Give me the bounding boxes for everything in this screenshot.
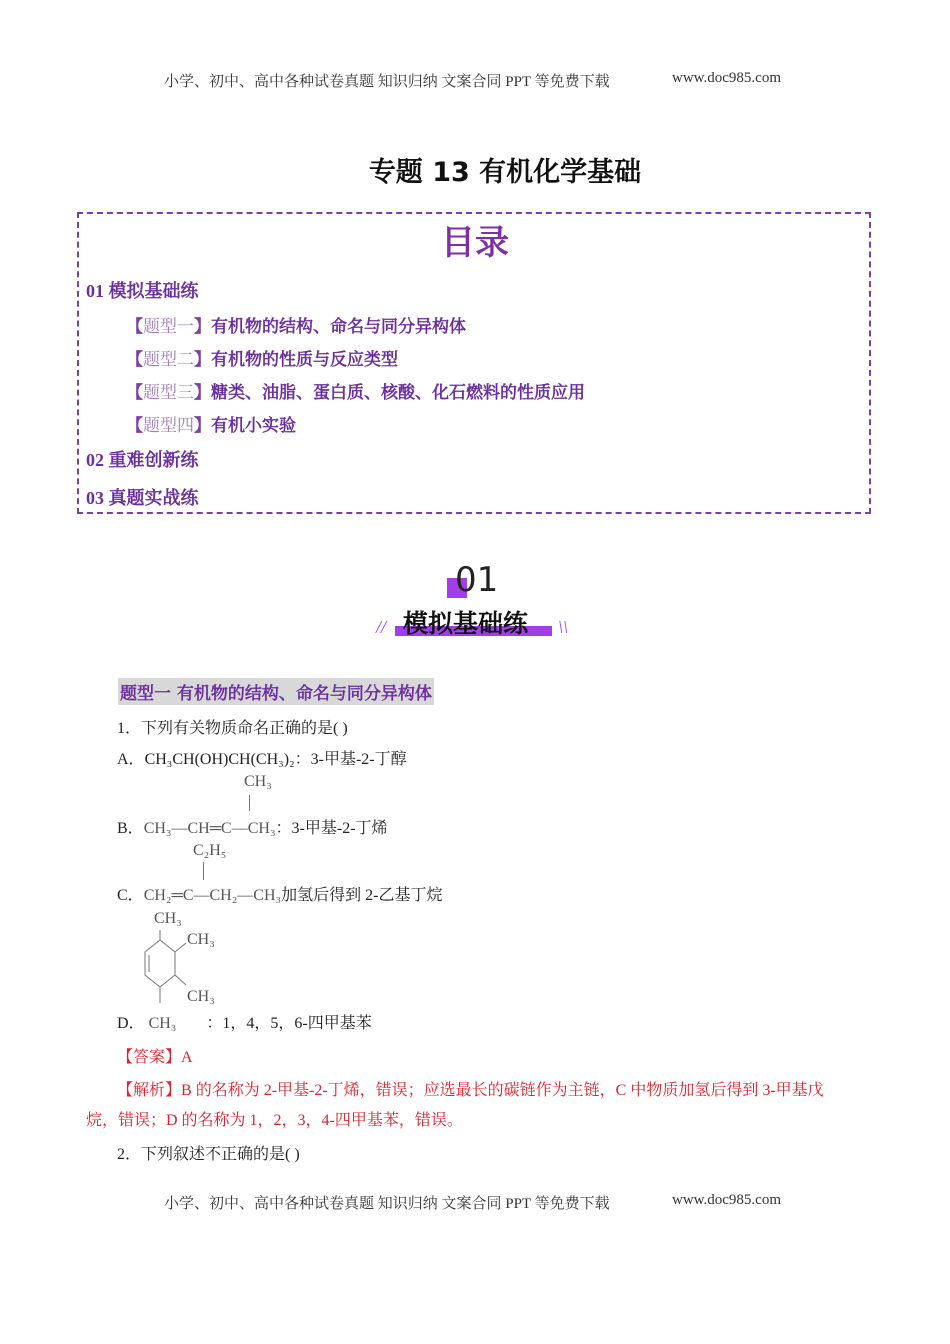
option-d: D． CH₃ ：1，4，5，6-四甲基苯 <box>117 1015 372 1032</box>
footer-url[interactable]: www.doc985.com <box>672 1192 782 1208</box>
methyl-3: CH₃ <box>187 988 215 1005</box>
option-b: B．CH₃—CH═C—CH₃：3-甲基-2-丁烯 <box>117 820 388 837</box>
analysis-line-2: 烷，错误；D 的名称为 1，2，3，4-四甲基苯，错误。 <box>86 1112 463 1129</box>
toc-sub-3[interactable]: 【题型三】糖类、油脂、蛋白质、核酸、化石燃料的性质应用 <box>126 383 585 403</box>
page-title: 专题 13 有机化学基础 <box>368 157 642 188</box>
header-text: 小学、初中、高中各种试卷真题 知识归纳 文案合同 PPT 等免费下载 <box>164 74 610 90</box>
decor-slash-right: \\ <box>558 617 569 637</box>
methyl-2: CH₃ <box>187 931 215 948</box>
section-number: 01 <box>455 560 499 600</box>
answer: 【答案】A <box>117 1049 193 1066</box>
toc-section-3[interactable]: 03 真题实战练 <box>86 488 199 508</box>
footer-text: 小学、初中、高中各种试卷真题 知识归纳 文案合同 PPT 等免费下载 <box>164 1196 610 1212</box>
methyl-1: CH₃ <box>154 910 182 927</box>
toc-sub-4[interactable]: 【题型四】有机小实验 <box>126 416 296 436</box>
bond-line <box>249 795 250 811</box>
decor-slash-left: // <box>376 617 387 637</box>
option-a: A．CH₃CH(OH)CH(CH₃)₂：3-甲基-2-丁醇 <box>117 751 407 768</box>
question-type-heading: 题型一 有机物的结构、命名与同分异构体 <box>118 678 434 705</box>
bond-line <box>203 862 204 880</box>
toc-sub-1[interactable]: 【题型一】有机物的结构、命名与同分异构体 <box>126 317 466 337</box>
option-c: C．CH₂═C—CH₂—CH₃加氢后得到 2-乙基丁烷 <box>117 887 443 904</box>
option-c-branch: C₂H₅ <box>193 842 227 859</box>
section-title: 模拟基础练 <box>403 609 529 638</box>
toc-title: 目录 <box>441 223 509 263</box>
toc-section-1[interactable]: 01 模拟基础练 <box>86 281 199 301</box>
toc-section-2[interactable]: 02 重难创新练 <box>86 450 199 470</box>
question-1-stem: 1．下列有关物质命名正确的是( ) <box>117 720 348 737</box>
question-2-stem: 2．下列叙述不正确的是( ) <box>117 1146 300 1163</box>
option-b-branch: CH₃ <box>244 773 272 790</box>
header-url[interactable]: www.doc985.com <box>672 70 782 86</box>
toc-sub-2[interactable]: 【题型二】有机物的性质与反应类型 <box>126 350 398 370</box>
analysis-line-1: 【解析】B 的名称为 2-甲基-2-丁烯，错误；应选最长的碳链作为主链，C 中物质加氢后得到 3-甲基戊 <box>117 1082 824 1099</box>
